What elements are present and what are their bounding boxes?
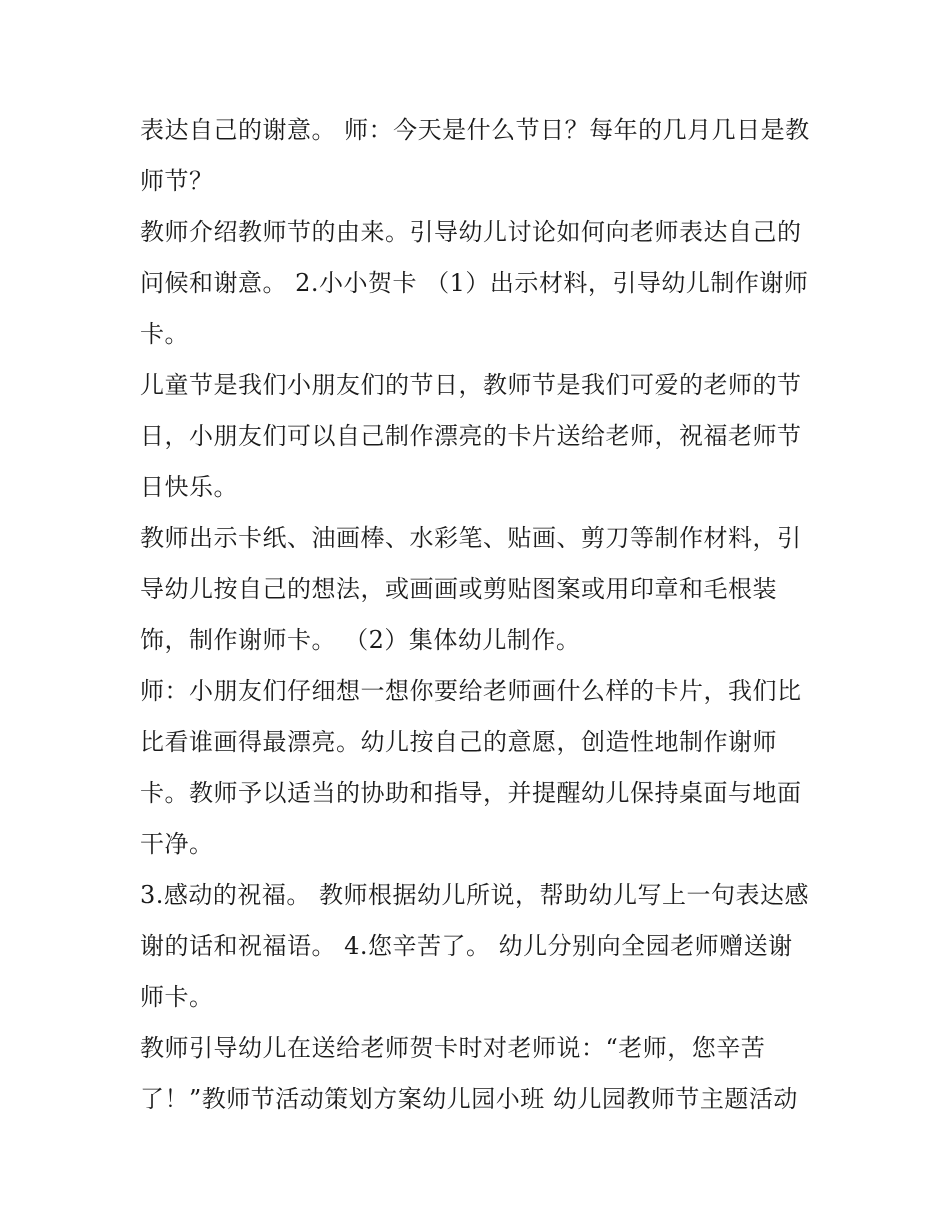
paragraph-7: 教师引导幼儿在送给老师贺卡时对老师说：“老师，您辛苦了！”教师节活动策划方案幼儿园小班 幼儿园教师节主题活动 [140, 1034, 798, 1113]
paragraph-5: 师：小朋友们仔细想一想你要给老师画什么样的卡片，我们比比看谁画得最漂亮。幼儿按自己的意愿，创造性地制作谢师卡。教师予以适当的协助和指导，并提醒幼儿保持桌面与地面干净。 [140, 677, 802, 858]
paragraph-2: 教师介绍教师节的由来。引导幼儿讨论如何向老师表达自己的问候和谢意。 2.小小贺卡 （1）出示材料，引导幼儿制作谢师卡。 [140, 218, 809, 348]
paragraph-4: 教师出示卡纸、油画棒、水彩笔、贴画、剪刀等制作材料，引导幼儿按自己的想法，或画画或剪贴图案或用印章和毛根装饰，制作谢师卡。 （2）集体幼儿制作。 [140, 524, 802, 654]
paragraph-1: 表达自己的谢意。 师：今天是什么节日？每年的几月几日是教师节？ [140, 116, 810, 195]
paragraph-3: 儿童节是我们小朋友们的节日，教师节是我们可爱的老师的节日，小朋友们可以自己制作漂亮的卡片送给老师，祝福老师节日快乐。 [140, 371, 802, 501]
document-body [140, 105, 815, 1125]
paragraph-6: 3.感动的祝福。 教师根据幼儿所说，帮助幼儿写上一句表达感谢的话和祝福语。 4.您辛苦了。 幼儿分别向全园老师赠送谢师卡。 [140, 881, 810, 1011]
